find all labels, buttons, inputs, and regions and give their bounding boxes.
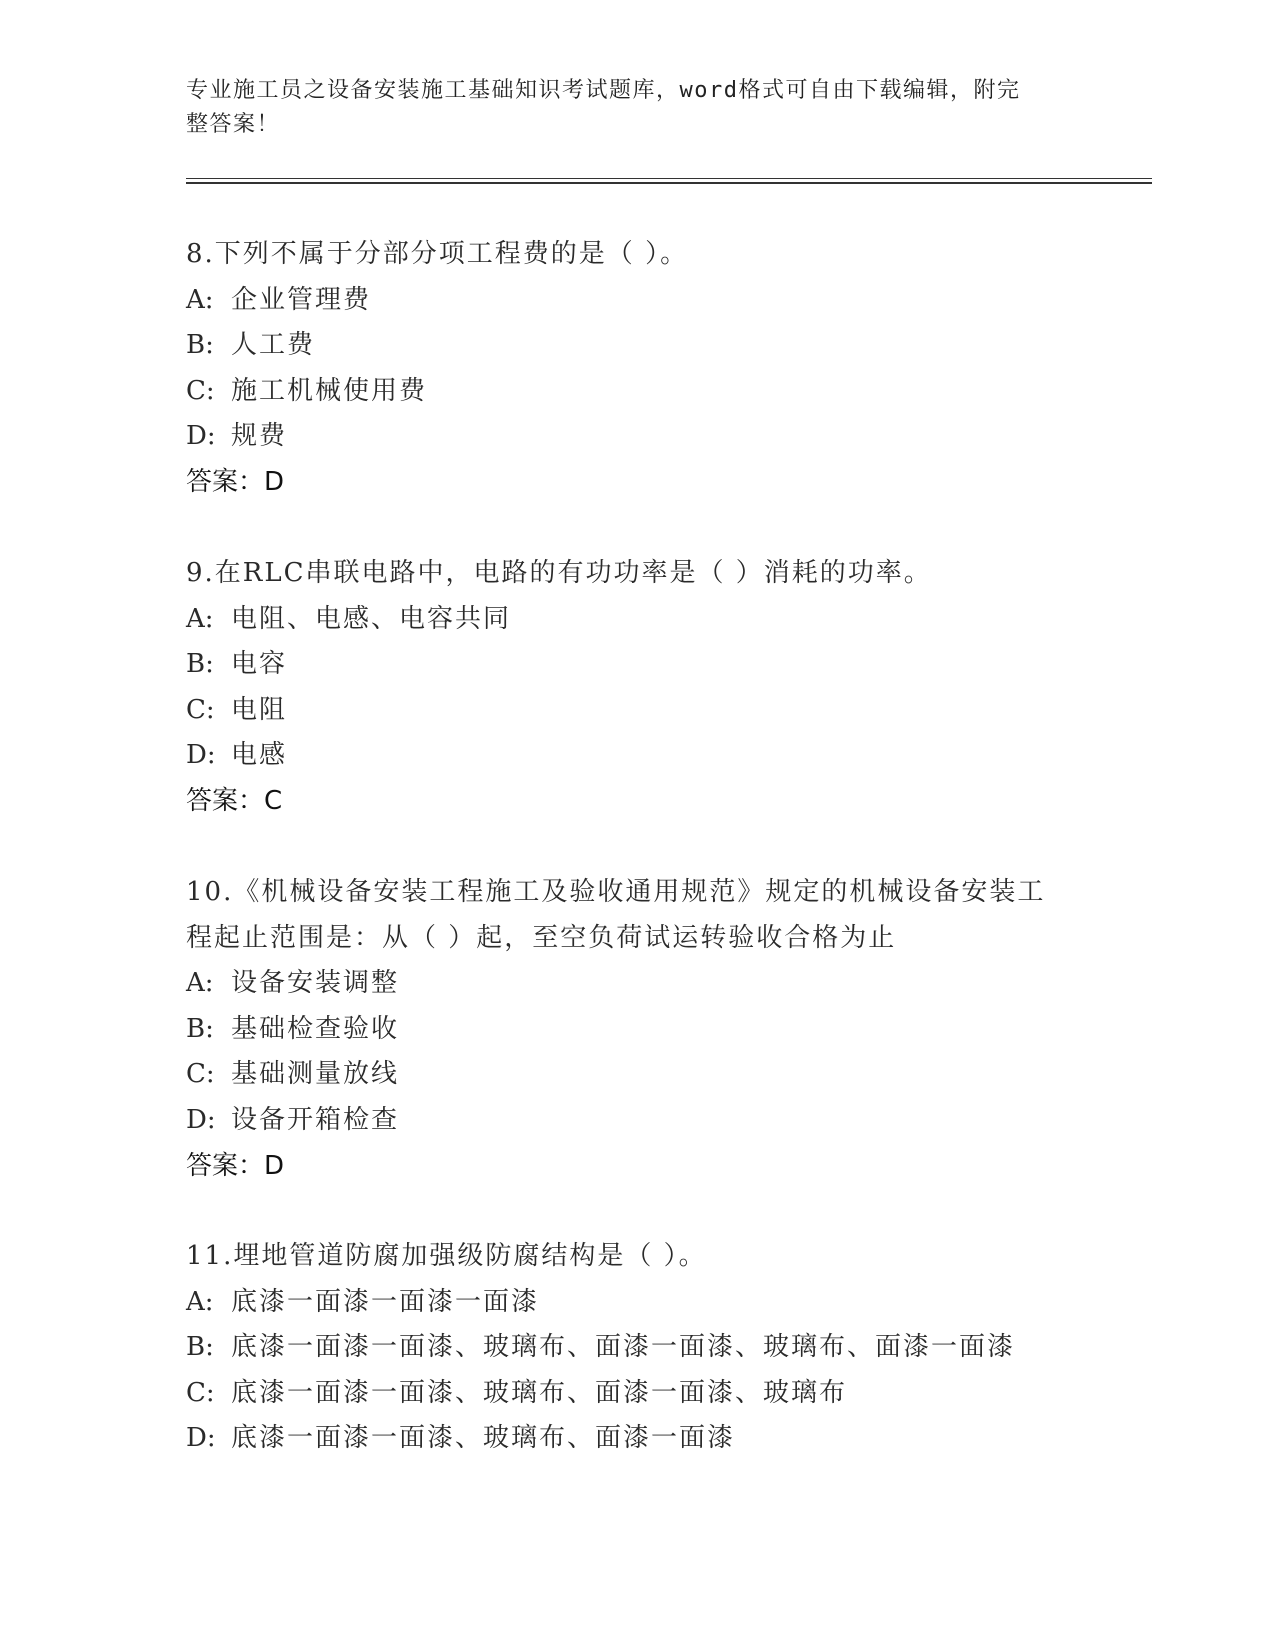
- question-block: [186, 232, 1086, 506]
- option-key: A:: [186, 1286, 214, 1317]
- question-stem: 8.下列不属于分部分项工程费的是（ ）。: [186, 239, 689, 269]
- header-divider: [186, 182, 1152, 184]
- option-key: A:: [186, 603, 214, 634]
- option-text: 底漆一面漆一面漆一面漆: [231, 1286, 540, 1317]
- option-key: D:: [186, 740, 216, 771]
- answer: 答案：D: [186, 466, 285, 497]
- option-key: D:: [186, 1423, 216, 1454]
- option-text: 企业管理费: [231, 284, 372, 315]
- intro-line: 整答案！: [186, 112, 281, 137]
- option-b: [186, 323, 1086, 369]
- option-c: [186, 1371, 1086, 1417]
- option-text: 底漆一面漆一面漆、玻璃布、面漆一面漆、玻璃布、面漆一面漆: [231, 1332, 1016, 1363]
- option-d: [186, 1098, 1086, 1144]
- option-text: 基础测量放线: [231, 1059, 400, 1090]
- question-stem: 程起止范围是：从（ ）起，至空负荷试运转验收合格为止: [186, 922, 897, 953]
- option-key: C:: [186, 375, 215, 406]
- option-text: 底漆一面漆一面漆、玻璃布、面漆一面漆: [231, 1423, 736, 1454]
- option-a: [186, 1280, 1086, 1326]
- option-key: C:: [186, 1059, 215, 1090]
- option-c: [186, 688, 1086, 734]
- option-a: [186, 597, 1086, 643]
- option-a: [186, 961, 1086, 1007]
- option-d: [186, 414, 1086, 460]
- question-stem: 9.在RLC串联电路中，电路的有功功率是（ ）消耗的功率。: [186, 558, 932, 588]
- intro-line: 专业施工员之设备安装施工基础知识考试题库，word格式可自由下载编辑，附完: [186, 78, 1021, 103]
- option-key: B:: [186, 1013, 214, 1044]
- option-text: 基础检查验收: [231, 1013, 400, 1044]
- option-d: [186, 1416, 1086, 1462]
- option-a: [186, 278, 1086, 324]
- option-key: A:: [186, 284, 214, 315]
- option-text: 电感: [231, 740, 288, 771]
- answer: 答案：C: [186, 785, 283, 816]
- option-b: [186, 642, 1086, 688]
- option-c: [186, 369, 1086, 415]
- option-key: C:: [186, 694, 215, 725]
- question-stem: 10.《机械设备安装工程施工及验收通用规范》规定的机械设备安装工: [186, 877, 1046, 907]
- option-key: A:: [186, 968, 214, 999]
- header-divider: [186, 178, 1152, 179]
- option-text: 设备安装调整: [231, 968, 400, 999]
- option-key: D:: [186, 1104, 216, 1135]
- option-key: B:: [186, 649, 214, 680]
- question-block: [186, 1234, 1086, 1462]
- option-key: D:: [186, 421, 216, 452]
- question-block: [186, 870, 1086, 1189]
- question-block: [186, 551, 1086, 825]
- option-text: 规费: [231, 421, 288, 452]
- option-key: B:: [186, 1332, 214, 1363]
- option-text: 电容: [231, 649, 288, 680]
- option-text: 施工机械使用费: [231, 375, 428, 406]
- option-b: [186, 1325, 1086, 1371]
- option-d: [186, 733, 1086, 779]
- option-text: 底漆一面漆一面漆、玻璃布、面漆一面漆、玻璃布: [231, 1377, 848, 1408]
- option-key: C:: [186, 1377, 215, 1408]
- option-key: B:: [186, 330, 214, 361]
- option-text: 电阻、电感、电容共同: [231, 603, 512, 634]
- question-stem: 11.埋地管道防腐加强级防腐结构是（ ）。: [186, 1241, 707, 1271]
- option-text: 人工费: [231, 330, 316, 361]
- option-text: 电阻: [231, 694, 288, 725]
- option-text: 设备开箱检查: [231, 1104, 400, 1135]
- option-b: [186, 1007, 1086, 1053]
- answer: 答案：D: [186, 1150, 285, 1181]
- intro-text: [186, 74, 1066, 142]
- option-c: [186, 1052, 1086, 1098]
